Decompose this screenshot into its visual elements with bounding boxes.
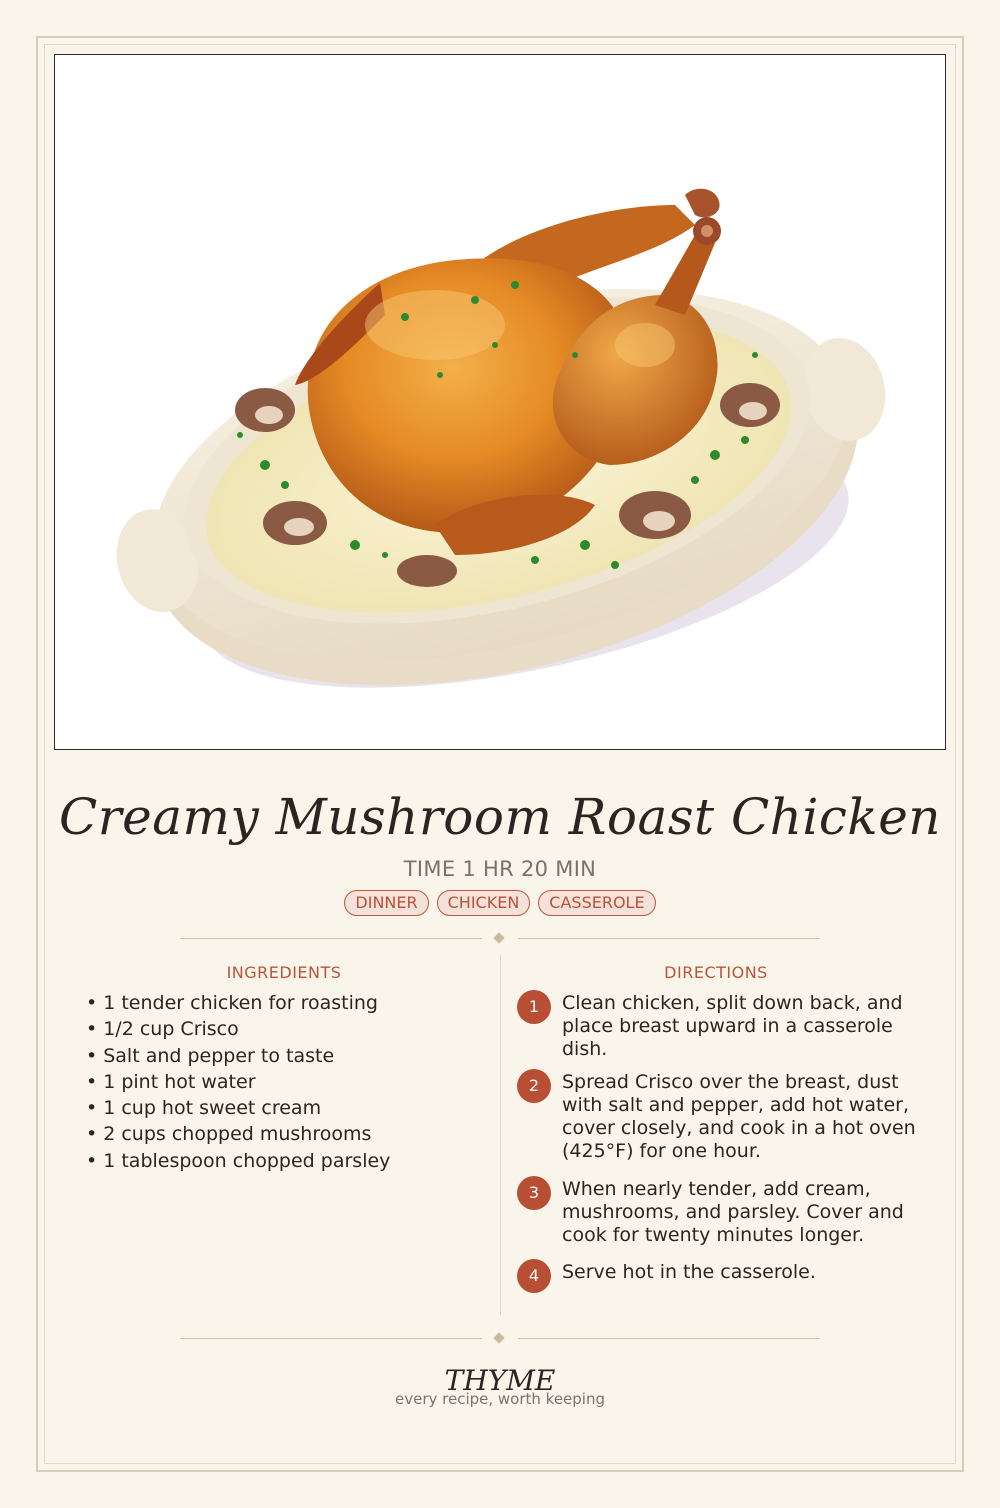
cook-time: TIME 1 HR 20 MIN bbox=[403, 857, 597, 881]
step-number-badge: 2 bbox=[517, 1069, 551, 1103]
brand-logo: THYME bbox=[444, 1364, 556, 1397]
step-number-badge: 1 bbox=[517, 990, 551, 1024]
step-text: Clean chicken, split down back, and place breast upward in a casserole dish. bbox=[562, 992, 903, 1060]
recipe-title: Creamy Mushroom Roast Chicken bbox=[58, 788, 942, 846]
diamond-ornament-icon bbox=[493, 932, 504, 943]
roast-chicken-illustration bbox=[55, 55, 946, 750]
tag-casserole[interactable]: CASSEROLE bbox=[538, 890, 655, 916]
ingredient-item: • 1 pint hot water bbox=[86, 1069, 390, 1095]
ingredient-item: • 2 cups chopped mushrooms bbox=[86, 1121, 390, 1147]
tag-chicken[interactable]: CHICKEN bbox=[437, 890, 531, 916]
ingredients-list bbox=[86, 990, 390, 1174]
ingredient-item: • Salt and pepper to taste bbox=[86, 1043, 390, 1069]
step-text: Serve hot in the casserole. bbox=[562, 1261, 816, 1283]
tag-dinner[interactable]: DINNER bbox=[344, 890, 428, 916]
brand-tagline: every recipe, worth keeping bbox=[394, 1390, 605, 1408]
ingredient-item: • 1 tender chicken for roasting bbox=[86, 990, 390, 1016]
ingredient-item: • 1 tablespoon chopped parsley bbox=[86, 1148, 390, 1174]
tag-list bbox=[0, 890, 1000, 916]
step-number-badge: 3 bbox=[517, 1176, 551, 1210]
directions-heading: DIRECTIONS bbox=[664, 963, 768, 982]
step-number-badge: 4 bbox=[517, 1259, 551, 1293]
top-divider bbox=[180, 932, 820, 946]
ingredient-item: • 1 cup hot sweet cream bbox=[86, 1095, 390, 1121]
column-divider bbox=[500, 955, 501, 1315]
ingredients-heading: INGREDIENTS bbox=[226, 963, 342, 982]
bottom-divider bbox=[180, 1332, 820, 1346]
step-text: When nearly tender, add cream, mushrooms, and parsley. Cover and cook for twenty minutes longer. bbox=[562, 1178, 904, 1246]
recipe-photo bbox=[54, 54, 946, 750]
diamond-ornament-icon bbox=[493, 1332, 504, 1343]
ingredient-item: • 1/2 cup Crisco bbox=[86, 1016, 390, 1042]
step-text: Spread Crisco over the breast, dust with salt and pepper, add hot water, cover closely, and cook in a hot oven (425°F) for one hour. bbox=[562, 1071, 916, 1162]
